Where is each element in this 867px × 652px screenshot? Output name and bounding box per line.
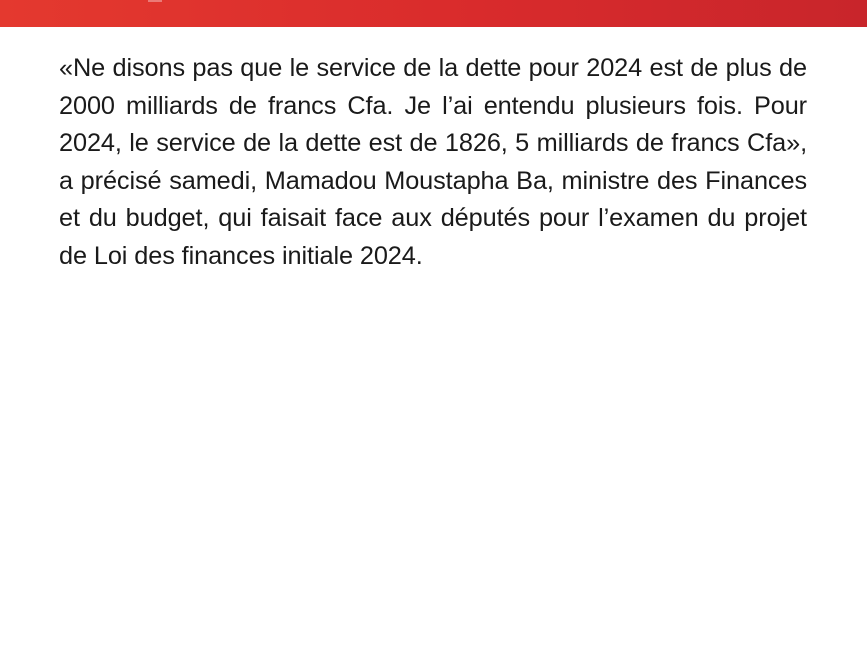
article-paragraph: «Ne disons pas que le service de la dette pour 2024 est de plus de 2000 milliards de francs Cfa. Je l’ai entendu plusieurs fois. Pour 2024, le service de la dette est de 1826, 5 milliards de francs Cfa», a précisé samedi, Mamadou Moustapha Ba, ministre des Finances et du budget, qui faisait face aux députés pour l’examen du projet de Loi des finances initiale 2024. xyxy=(59,54,807,270)
header-notch xyxy=(148,0,162,2)
header-accent-bar xyxy=(0,0,867,27)
